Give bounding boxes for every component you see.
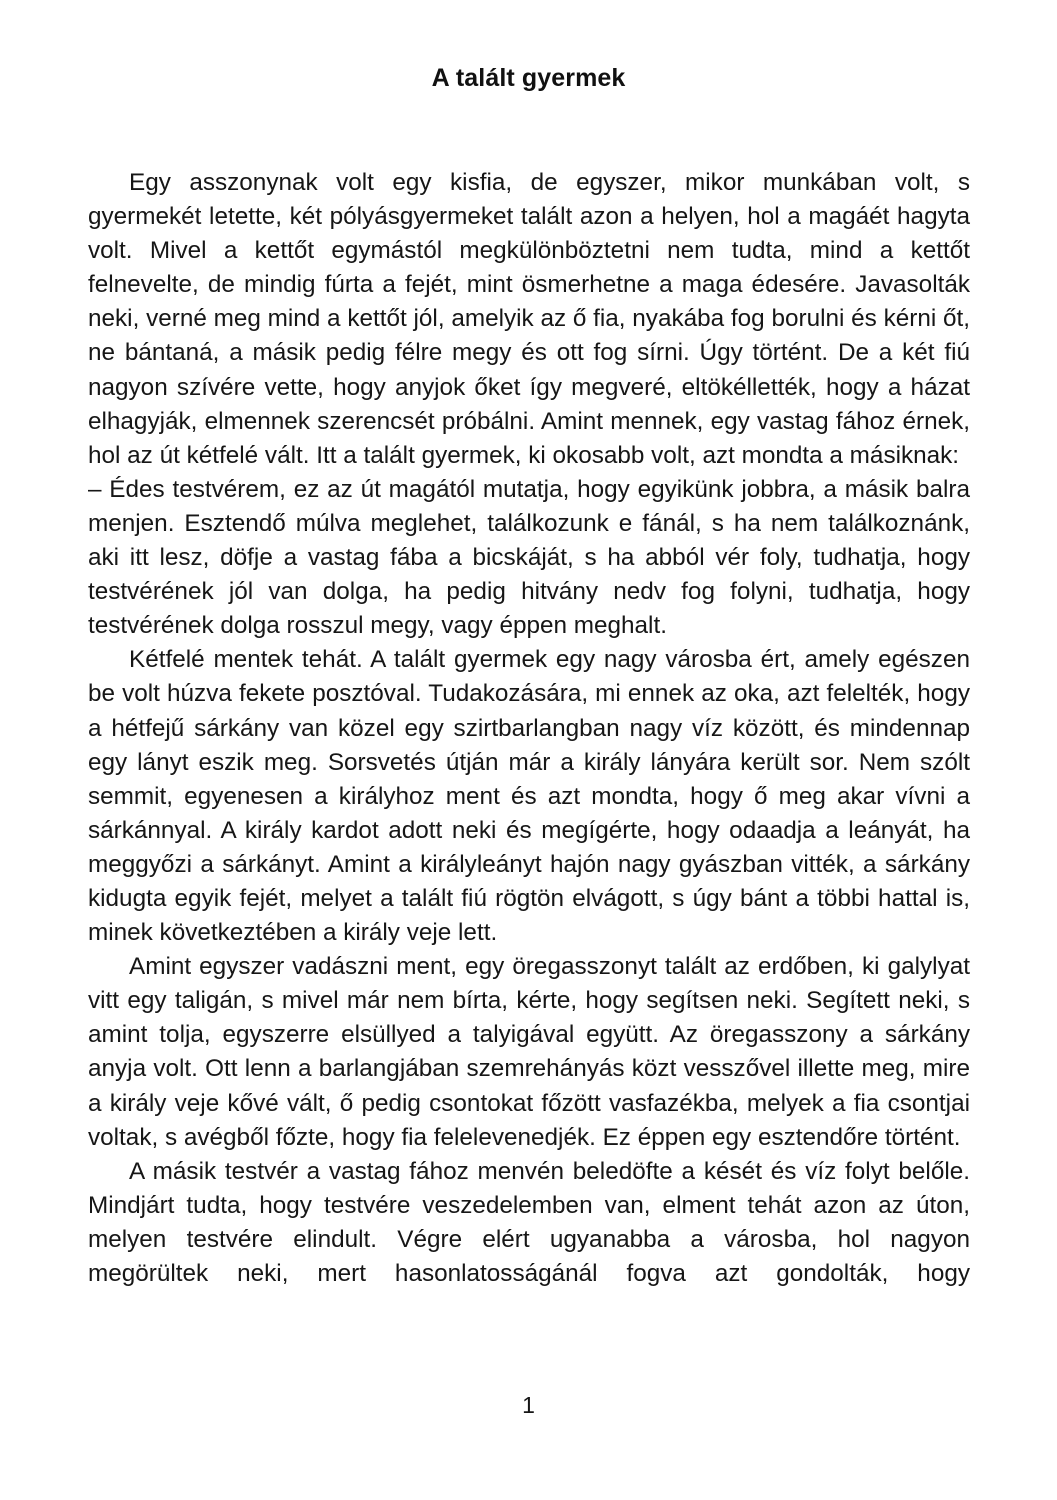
paragraph-3: Kétfelé mentek tehát. A talált gyermek egy nagy városba ért, amely egészen be volt húzva fekete posztóval. Tudakozására, mi ennek az oka, azt felelték, hogy a hétfejű sárkány van közel egy szirtbarlangban nagy víz között, és mindennap egy lányt eszik meg. Sorsvetés útján már a király lányára került sor. Nem szólt semmit, egyenesen a királyhoz ment és azt mondta, hogy ő meg akar vívni a sárkánnyal. A király kardot adott neki és megígérte, hogy odaadja a leányát, ha meggyőzi a sárkányt. Amint a királyleányt hajón nagy gyászban vitték, a sárkány kidugta egyik fejét, melyet a talált fiú rögtön elvágott, s úgy bánt a többi hattal is, minek következtében a király veje lett. [88,646,970,947]
page-title: A talált gyermek [431,64,626,92]
paragraph-5: A másik testvér a vastag fához menvén beledöfte a kését és víz folyt belőle. Mindjárt tudta, hogy testvére veszedelemben van, elment tehát azon az úton, melyen testvére elindult. Végre elért ugyanabba a városba, hol nagyon megörültek neki, mert hasonlatosságánál fogva azt gondolták, hogy [88,1157,970,1287]
paragraph-4: Amint egyszer vadászni ment, egy öregasszonyt talált az erdőben, ki galylyat vitt egy taligán, s mivel már nem bírta, kérte, hogy segítsen neki. Segített neki, s amint tolja, egyszerre elsüllyed a talyigával együtt. Az öregasszony a sárkány anyja volt. Ott lenn a barlangjában szemrehányás közt vesszővel illette meg, mire a király veje kővé vált, ő pedig csontokat főzött vasfazékba, melyek a fia csontjai voltak, s avégből főzte, hogy fia felelevenedjék. Ez éppen egy esztendőre történt. [88,953,970,1151]
page-number: 1 [522,1392,535,1418]
body-text [88,166,970,1291]
paragraph-1: Egy asszonynak volt egy kisfia, de egyszer, mikor munkában volt, s gyermekét letette, két pólyásgyermeket talált azon a helyen, hol a magáét hagyta volt. Mivel a kettőt egymástól megkülönböztetni nem tudta, mind a kettőt felnevelte, de mindig fúrta a fejét, mint ösmerhetne a maga édesére. Javasolták neki, verné meg mind a kettőt jól, amelyik az ő fia, nyakába fog borulni és kérni őt, ne bántaná, a másik pedig félre megy és ott fog sírni. Úgy történt. De a két fiú nagyon szívére vette, hogy anyjok őket így megveré, eltökéllették, hogy a házat elhagyják, elmennek szerencsét próbálni. Amint mennek, egy vastag fához érnek, hol az út kétfelé vált. Itt a talált gyermek, ki okosabb volt, azt mondta a másiknak: [88,169,970,469]
paragraph-2: – Édes testvérem, ez az út magától mutatja, hogy egyikünk jobbra, a másik balra menjen. Esztendő múlva meglehet, találkozunk e fánál, s ha nem találkoznánk, aki itt lesz, döfje a vastag fába a bicskáját, s ha abból vér foly, tudhatja, hogy testvérének jól van dolga, ha pedig hitvány nedv fog folyni, tudhatja, hogy testvérének dolga rosszul megy, vagy éppen meghalt. [88,475,970,640]
